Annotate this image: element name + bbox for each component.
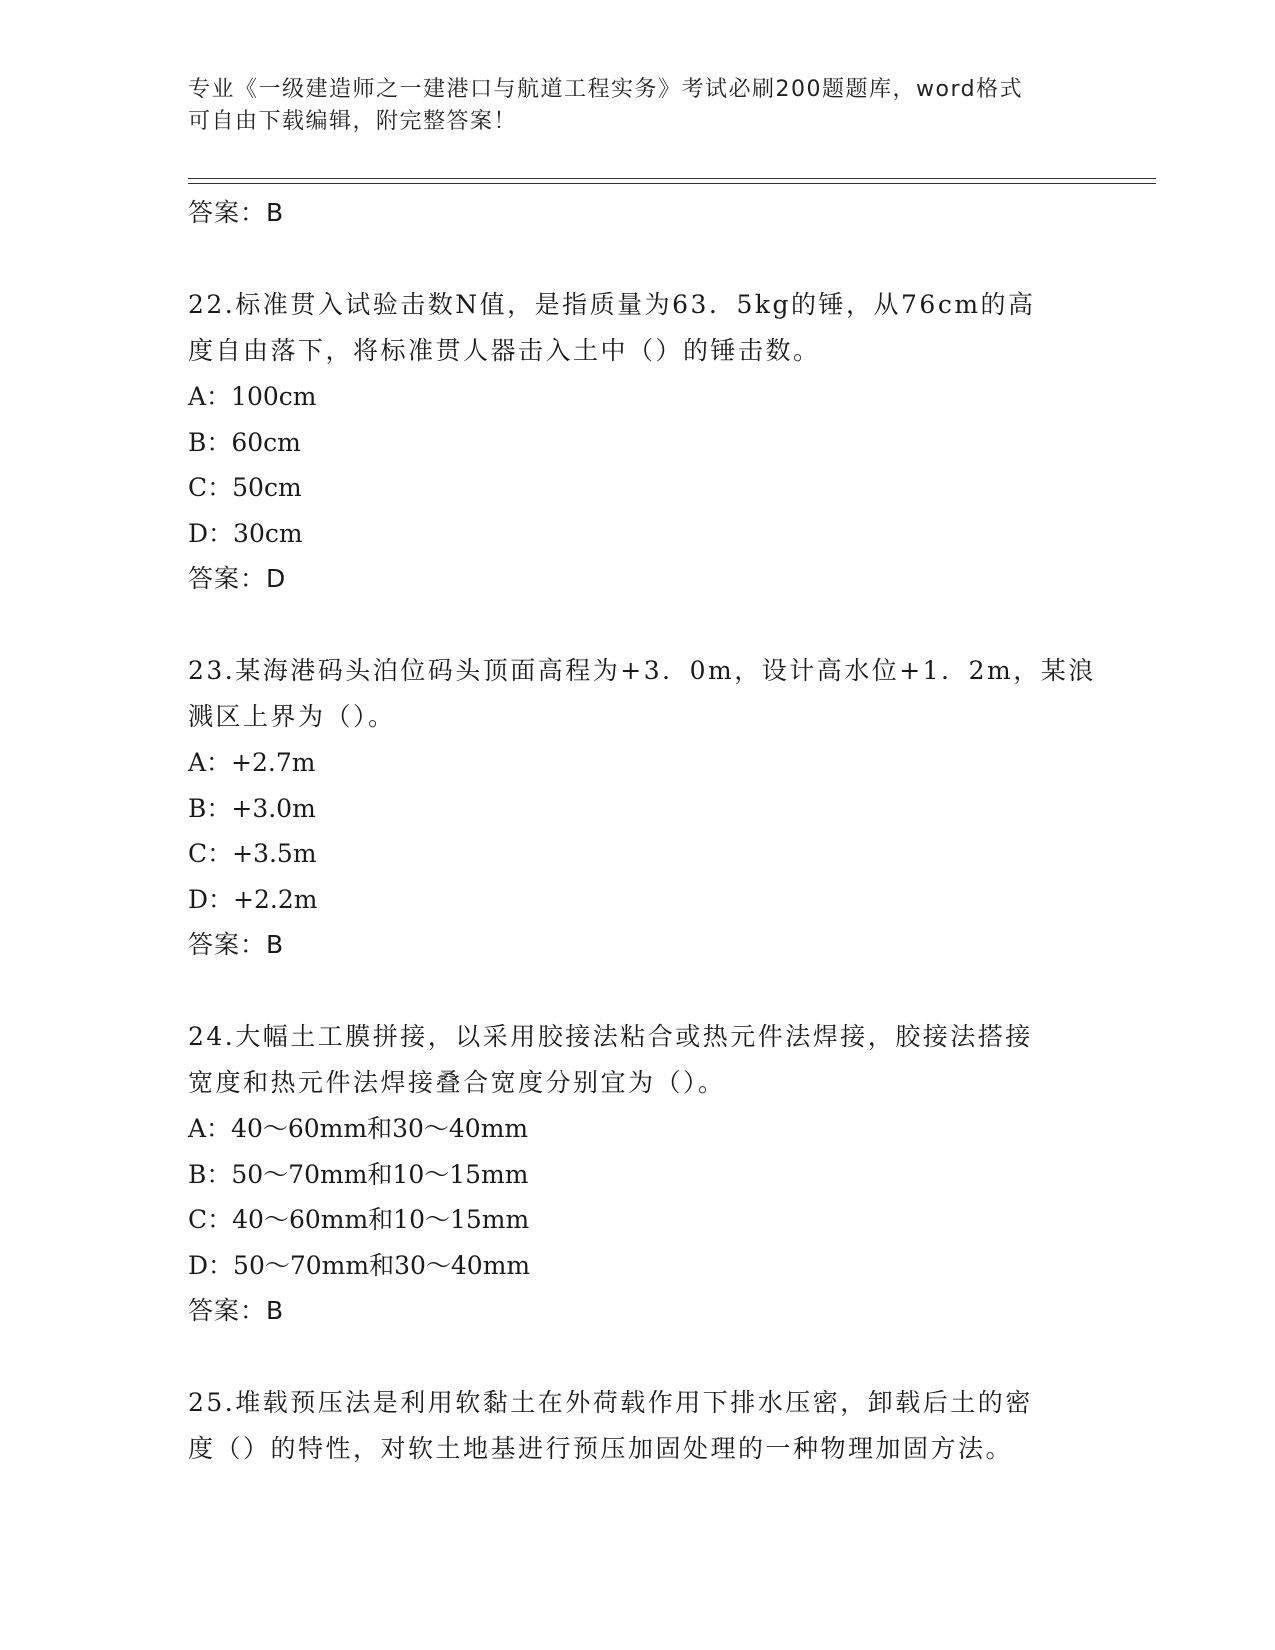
header-line-1: 专业《一级建造师之一建港口与航道工程实务》考试必刷200题题库，word格式 (188, 77, 1024, 102)
question-text-line: 溅区上界为（）。 (188, 702, 396, 731)
header-line-2: 可自由下载编辑，附完整答案！ (188, 109, 518, 134)
option-c: C：50cm (188, 473, 302, 502)
spacer (188, 601, 1088, 648)
option-b: B：+3.0m (188, 793, 316, 823)
option-c: C：40～60mm和10～15mm (188, 1205, 530, 1234)
question-text-line: 度自由落下，将标准贯人器击入土中（）的锤击数。 (188, 336, 821, 365)
question-24 (188, 1014, 1088, 1333)
question-22 (188, 282, 1088, 601)
option-d: D：50～70mm和30～40mm (188, 1250, 531, 1280)
document-header (188, 74, 1088, 138)
spacer (188, 1333, 1088, 1380)
spacer (188, 967, 1088, 1014)
question-23 (188, 648, 1096, 967)
option-a: A：100cm (188, 382, 317, 411)
option-b: B：50～70mm和10～15mm (188, 1159, 529, 1189)
option-b: B：60cm (188, 427, 301, 457)
question-25 (188, 1380, 1088, 1472)
header-divider-bottom (188, 183, 1156, 184)
header-divider-top (188, 178, 1156, 179)
answer: 答案：D (188, 564, 287, 593)
option-c: C：+3.5m (188, 839, 317, 868)
question-text-line: 23.某海港码头泊位码头顶面高程为+3．0m，设计高水位+1．2m，某浪 (188, 656, 1096, 685)
answer: 答案：B (188, 1296, 285, 1325)
question-text-line: 度（）的特性，对软土地基进行预压加固处理的一种物理加固方法。 (188, 1434, 1014, 1463)
option-d: D：+2.2m (188, 884, 318, 914)
option-d: D：30cm (188, 518, 303, 548)
answer: 答案：B (188, 930, 285, 959)
option-a: A：40～60mm和30～40mm (188, 1114, 529, 1143)
spacer (188, 235, 1088, 282)
question-text-line: 宽度和热元件法焊接叠合宽度分别宜为（）。 (188, 1068, 726, 1097)
question-text-line: 25.堆载预压法是利用软黏土在外荷载作用下排水压密，卸载后土的密 (188, 1388, 1033, 1417)
document-body (188, 190, 1096, 1472)
option-a: A：+2.7m (188, 748, 316, 777)
previous-answer: 答案：B (188, 198, 285, 227)
question-text-line: 22.标准贯入试验击数N值，是指质量为63．5kg的锤，从76cm的高 (188, 290, 1036, 319)
question-text-line: 24.大幅土工膜拼接，以采用胶接法粘合或热元件法焊接，胶接法搭接 (188, 1022, 1033, 1051)
